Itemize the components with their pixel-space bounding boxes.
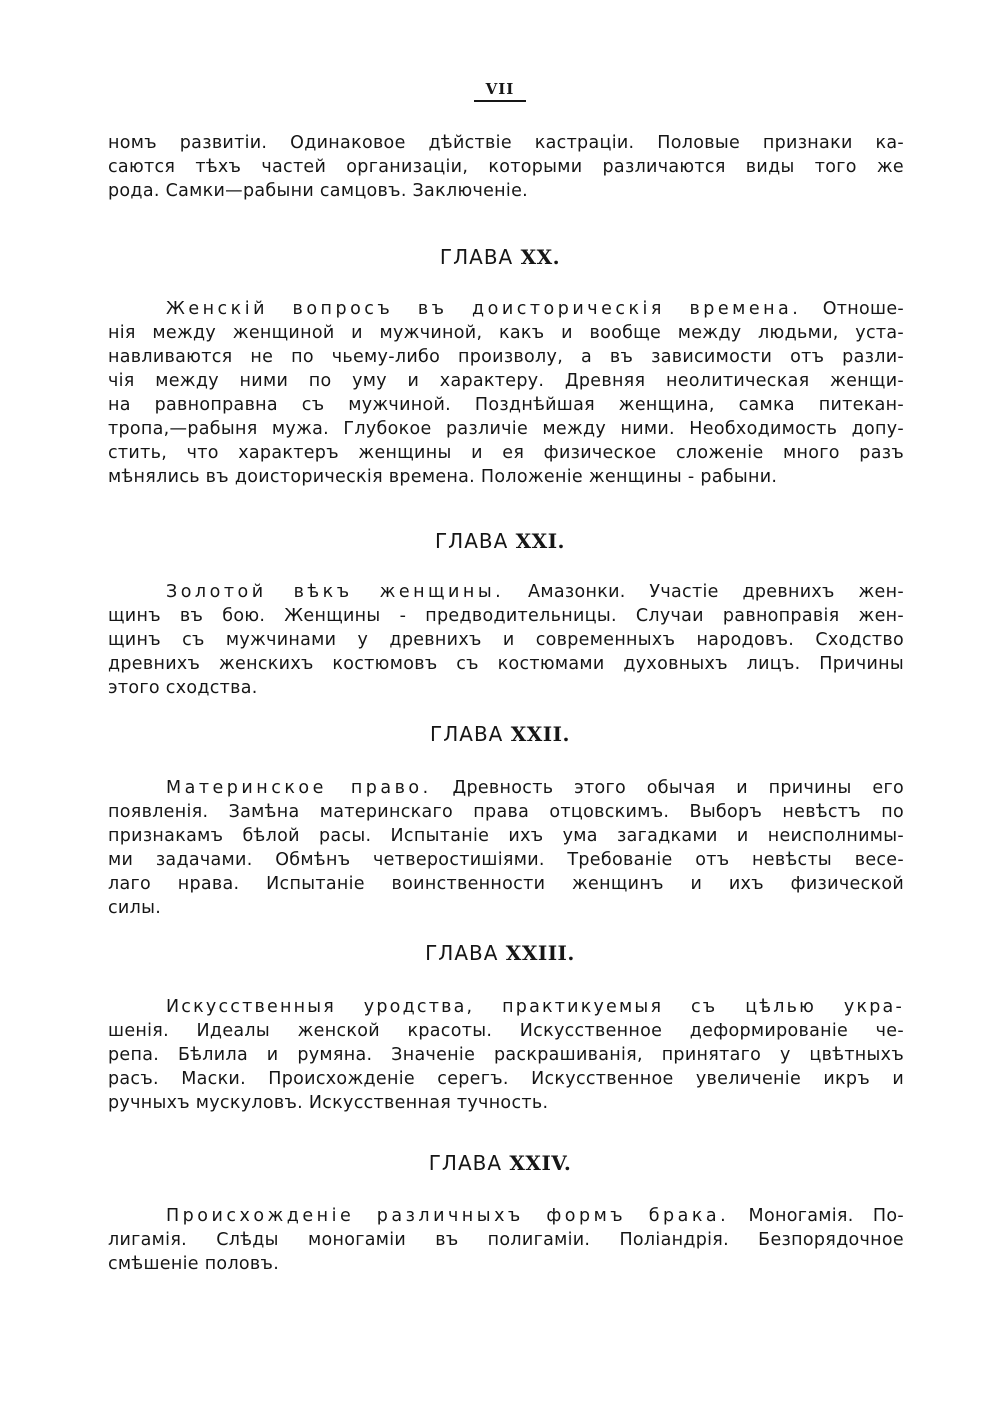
lead-phrase: Искусственныя уродства, практикуемыя съ цѣлью укра- [166,997,904,1017]
heading-word: ГЛАВА [425,941,499,965]
text-line: появленія. Замѣна материнскаго права отцовскимъ. Выборъ невѣстъ по [108,802,904,822]
chapter-heading-xxi [0,529,1000,553]
heading-word: ГЛАВА [434,529,509,553]
chapter-summary-xxii [108,776,904,920]
text-line [108,297,904,321]
text-line: признакамъ бѣлой расы. Испытаніе ихъ ума загадками и неисполнимы- [108,826,904,846]
lead-phrase: Происхожденіе различныхъ формъ брака. [166,1206,730,1226]
text-line: щинъ въ бою. Женщины - предводительницы. Случаи равноправія жен- [108,606,904,626]
heading-word: ГЛАВА [439,245,514,269]
heading-word: ГЛАВА [430,722,504,746]
text-line: шенія. Идеалы женской красоты. Искусственное деформированіе че- [108,1021,904,1041]
heading-number: XXIII. [505,941,575,965]
text-line [108,580,904,604]
text-line: ми задачами. Обмѣнъ четверостишіями. Требованіе отъ невѣсты весе- [108,850,904,870]
heading-number: XX. [520,245,561,269]
intro-paragraph [108,131,904,203]
chapter-summary-xxiv [108,1204,904,1276]
page-number-text: VII [474,80,527,102]
text-line: рода. Самки—рабыни самцовъ. Заключеніе. [108,181,529,201]
chapter-heading-xxiii [0,941,1000,965]
text-line [108,776,904,800]
text-line: этого сходства. [108,678,258,698]
chapter-heading-xx [0,245,1000,269]
text-line: номъ развитіи. Одинаковое дѣйствіе кастраціи. Половые признаки ка- [108,133,904,153]
lead-phrase: Материнское право. [166,778,432,798]
text-line: лигамія. Слѣды моногаміи въ полигаміи. Поліандрія. Безпорядочное [108,1230,904,1250]
text-line: саются тѣхъ частей организаціи, которыми различаются виды того же [108,157,904,177]
chapter-summary-xx [108,297,904,489]
text-line: чія между ними по уму и характеру. Древняя неолитическая женщи- [108,371,904,391]
text-line: силы. [108,898,162,918]
text-line: смѣшеніе половъ. [108,1254,280,1274]
text-fragment: Моногамія. По- [748,1206,904,1226]
text-line: древнихъ женскихъ костюмовъ съ костюмами духовныхъ лицъ. Причины [108,654,904,674]
text-line: лаго нрава. Испытаніе воинственности женщинъ и ихъ физической [108,874,904,894]
chapter-summary-xxi [108,580,904,700]
text-fragment: Отноше- [822,299,904,319]
heading-number: XXII. [510,722,570,746]
text-line: ручныхъ мускуловъ. Искусственная тучность. [108,1093,549,1113]
page-number [0,80,1000,98]
lead-phrase: Золотой вѣкъ женщины. [166,582,505,602]
text-line: стить, что характеръ женщины и ея физическое сложеніе много разъ [108,443,904,463]
text-line: мѣнялись въ доисторическія времена. Положеніе женщины - рабыни. [108,467,778,487]
text-line: щинъ съ мужчинами у древнихъ и современныхъ народовъ. Сходство [108,630,904,650]
heading-number: XXIV. [509,1151,572,1175]
text-line: расъ. Маски. Происхожденіе серегъ. Искусственное увеличеніе икръ и [108,1069,904,1089]
heading-number: XXI. [515,529,566,553]
lead-phrase: Женскій вопросъ въ доисторическія времена. [166,299,802,319]
heading-word: ГЛАВА [428,1151,503,1175]
text-line: на равноправна съ мужчиной. Позднѣйшая женщина, самка питекан- [108,395,904,415]
text-line [108,1204,904,1228]
text-line: тропа,—рабыня мужа. Глубокое различіе между ними. Необходимость допу- [108,419,904,439]
text-line: репа. Бѣлила и румяна. Значеніе раскрашиванія, принятаго у цвѣтныхъ [108,1045,904,1065]
text-fragment: Амазонки. Участіе древнихъ жен- [528,582,904,602]
chapter-summary-xxiii [108,995,904,1115]
text-fragment: Древность этого обычая и причины его [452,778,904,798]
text-line: навливаются не по чьему-либо произволу, а въ зависимости отъ разли- [108,347,904,367]
chapter-heading-xxii [0,722,1000,746]
text-line: нія между женщиной и мужчиной, какъ и вообще между людьми, уста- [108,323,904,343]
chapter-heading-xxiv [0,1151,1000,1175]
